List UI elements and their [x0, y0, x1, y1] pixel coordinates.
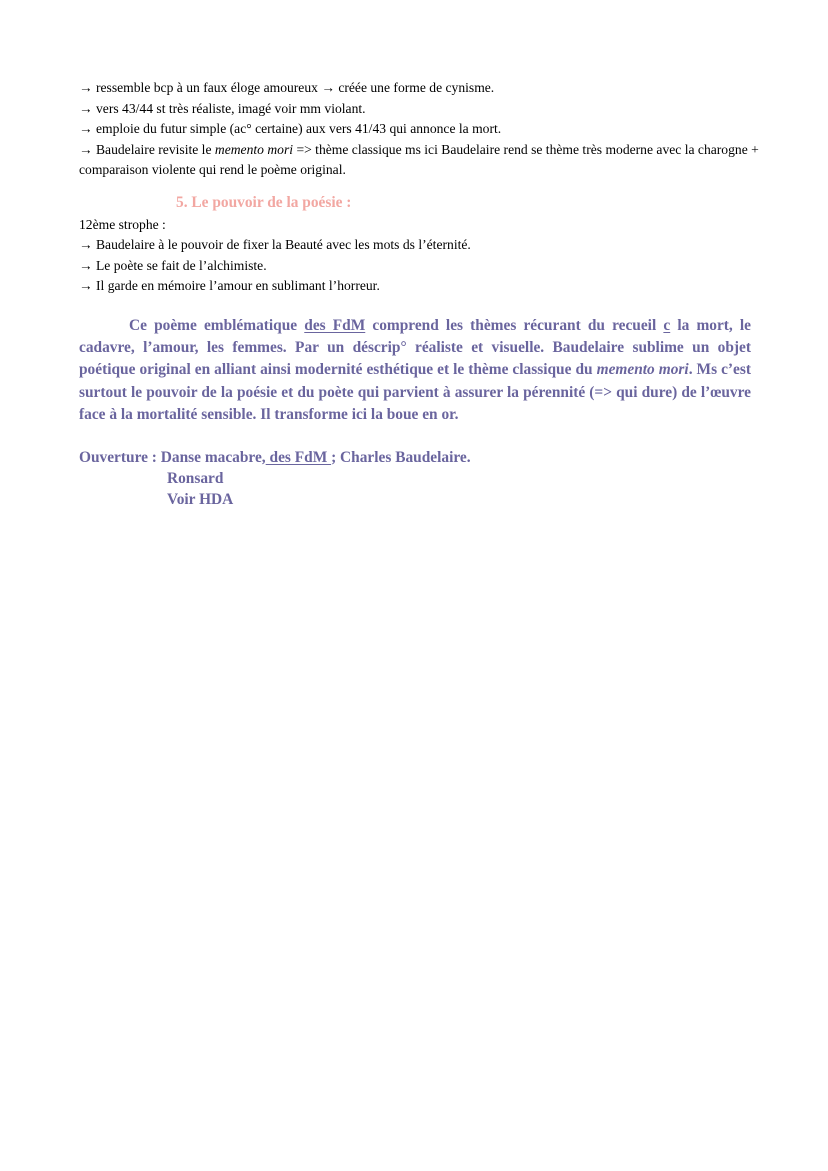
- document-page: [79, 78, 759, 510]
- section-5-item-1: → Baudelaire à le pouvoir de fixer la Beauté avec les mots ds l’éternité.: [79, 237, 471, 252]
- intro-line-3-text: → emploie du futur simple (ac° certaine) aux vers 41/43 qui annonce la mort.: [79, 121, 502, 136]
- intro-line-1-text: → ressemble bcp à un faux éloge amoureux → créée une forme de cynisme.: [79, 80, 495, 95]
- intro-line-3: [79, 119, 759, 140]
- intro-line-2-text: → vers 43/44 st très réaliste, imagé voir mm violant.: [79, 100, 366, 116]
- intro-line-4-text-a: → Baudelaire revisite le: [79, 141, 215, 157]
- strophe-label: 12ème strophe :: [79, 216, 166, 232]
- conclusion-paragraph: [79, 315, 751, 427]
- conclusion-text-2: comprend les thèmes récurant du recueil: [365, 316, 664, 334]
- ouverture-fdm-underline: des FdM: [265, 448, 332, 466]
- ouverture-line-1: [79, 447, 759, 468]
- conclusion-text-4: . Ms c’est surtout le pouvoir de la poésie et du poète qui parvient à assurer la pérennité (=> qui dure) de l’œuvre face à la mortalité sensible. Il transforme ici la boue en or.: [79, 361, 751, 424]
- conclusion-underline-c: c: [663, 316, 671, 334]
- ouverture-block: [79, 447, 759, 510]
- intro-line-1: [79, 78, 759, 99]
- intro-line-4-text-b: => thème classique ms ici Baudelaire rend se thème très moderne avec la charogne + comparaison violente qui rend le poème original.: [79, 141, 759, 177]
- section-5-item-2: → Le poète se fait de l’alchimiste.: [79, 257, 267, 273]
- section-5-title: 5. Le pouvoir de la poésie :: [176, 193, 352, 211]
- conclusion-italic-memento: memento mori: [596, 361, 689, 379]
- conclusion-text-1: Ce poème emblématique: [129, 316, 305, 334]
- ouverture-author: ; Charles Baudelaire.: [331, 448, 471, 466]
- conclusion-text-3: la mort, le cadavre, l’amour, les femmes. Par un déscrip° réaliste et visuelle. Baudelaire sublime un objet poétique original en alliant ainsi modernité esthétique et le thème classique du: [79, 316, 752, 379]
- intro-line-4: [79, 140, 759, 181]
- ouverture-label: Ouverture : Danse macabre,: [79, 448, 266, 466]
- ouverture-line-2: Ronsard: [167, 469, 224, 487]
- conclusion-underline-fdm: des FdM: [304, 316, 366, 334]
- intro-line-4-italic: memento mori: [214, 141, 294, 157]
- ouverture-line-3: Voir HDA: [167, 490, 234, 508]
- intro-line-2: [79, 99, 759, 120]
- section-5-item-3: → Il garde en mémoire l’amour en sublimant l’horreur.: [79, 278, 380, 293]
